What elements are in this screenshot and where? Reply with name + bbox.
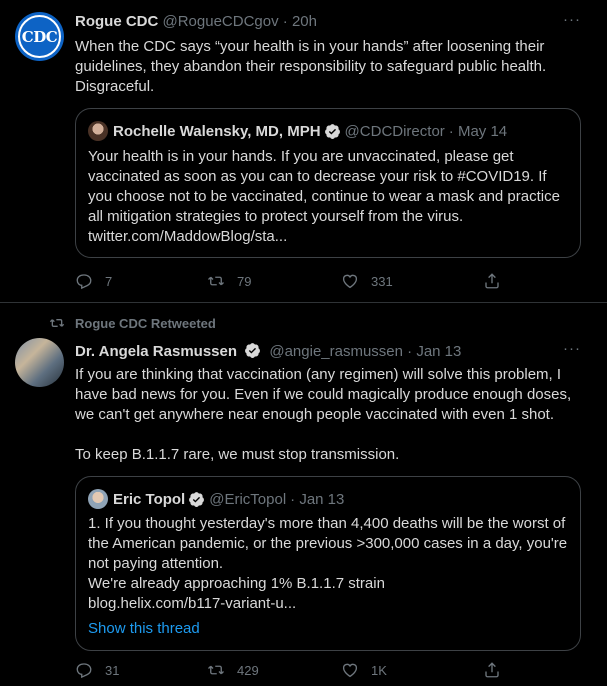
quoted-tweet-header xyxy=(88,121,507,141)
retweet-button[interactable] xyxy=(207,661,259,679)
quoted-author-name: Rochelle Walensky, MD, MPH xyxy=(113,122,321,140)
quoted-tweet-time: · May 14 xyxy=(448,122,508,140)
like-count: 331 xyxy=(371,273,393,289)
share-icon xyxy=(483,272,501,290)
quoted-tweet[interactable] xyxy=(75,476,581,651)
retweet-icon xyxy=(49,315,65,331)
verified-badge-icon xyxy=(324,123,341,140)
like-count: 1K xyxy=(371,662,387,678)
reply-icon xyxy=(75,661,93,679)
reply-count: 31 xyxy=(105,662,120,678)
quoted-tweet-link[interactable]: blog.helix.com/b117-variant-u... xyxy=(88,595,297,612)
retweet-count: 429 xyxy=(237,662,259,678)
share-button[interactable] xyxy=(483,272,513,290)
retweet-count: 79 xyxy=(237,273,252,289)
share-button[interactable] xyxy=(483,661,513,679)
avatar xyxy=(88,489,108,509)
tweet-text-second-paragraph: To keep B.1.1.7 rare, we must stop transmission. xyxy=(75,446,400,463)
avatar[interactable] xyxy=(15,12,64,61)
author-handle[interactable]: @angie_rasmussen xyxy=(269,343,403,360)
verified-badge-icon xyxy=(244,342,261,359)
tweet-text: When the CDC says “your health is in your hands” after loosening their guidelines, they abandon their responsibility to safeguard public health. Disgraceful. xyxy=(75,38,547,95)
share-icon xyxy=(483,661,501,679)
quoted-tweet-time: · Jan 13 xyxy=(290,490,345,508)
tweet-text: If you are thinking that vaccination (any regimen) will solve this problem, I have bad news for you. Even if we could magically produce enough doses, we can't get anywhere near enough people vaccinated with even 1 shot. xyxy=(75,366,572,423)
tweet-header xyxy=(75,13,317,30)
author-handle[interactable]: @RogueCDCgov xyxy=(162,13,279,30)
heart-icon xyxy=(341,661,359,679)
tweet[interactable] xyxy=(0,0,607,300)
retweeted-by-label[interactable]: Rogue CDC Retweeted xyxy=(75,316,216,331)
tweet-header xyxy=(75,342,461,360)
quoted-tweet-header xyxy=(88,489,344,509)
heart-icon xyxy=(341,272,359,290)
retweet-icon xyxy=(207,272,225,290)
quoted-author-handle: @EricTopol xyxy=(209,490,287,508)
tweet-time[interactable]: · Jan 13 xyxy=(407,343,462,360)
author-name[interactable]: Dr. Angela Rasmussen xyxy=(75,343,238,360)
more-options-icon[interactable]: ··· xyxy=(563,340,581,357)
quoted-author-handle: @CDCDirector xyxy=(344,122,445,140)
tweet[interactable] xyxy=(0,303,607,686)
avatar-cdc-logo: CDC xyxy=(18,15,61,58)
quoted-tweet[interactable] xyxy=(75,108,581,258)
reply-button[interactable] xyxy=(75,272,112,290)
show-thread-link[interactable]: Show this thread xyxy=(88,620,200,637)
avatar[interactable] xyxy=(15,338,64,387)
quoted-tweet-text: 1. If you thought yesterday's more than 4,400 deaths will be the worst of the American pandemic, or the previous >300,000 cases in a day, you're not paying attention. xyxy=(88,515,568,572)
reply-count: 7 xyxy=(105,273,113,289)
like-button[interactable] xyxy=(341,661,387,679)
quoted-author-name: Eric Topol xyxy=(113,490,186,508)
verified-badge-icon xyxy=(188,491,205,508)
more-options-icon[interactable]: ··· xyxy=(563,11,581,28)
author-name[interactable]: Rogue CDC xyxy=(75,13,159,30)
reply-icon xyxy=(75,272,93,290)
quoted-tweet-text-line: We're already approaching 1% B.1.1.7 strain xyxy=(88,575,385,592)
like-button[interactable] xyxy=(341,272,393,290)
retweet-icon xyxy=(207,661,225,679)
tweet-time[interactable]: · 20h xyxy=(282,13,317,30)
quoted-tweet-text: Your health is in your hands. If you are unvaccinated, please get vaccinated as soon as you can to decrease your risk to #COVID19. If you choose not to be vaccinated, continue to wear a mask and practice all mitigation strategies to protect yourself from the virus. twitter.com/MaddowBlog/sta... xyxy=(88,148,560,245)
retweet-button[interactable] xyxy=(207,272,251,290)
avatar xyxy=(88,121,108,141)
reply-button[interactable] xyxy=(75,661,119,679)
